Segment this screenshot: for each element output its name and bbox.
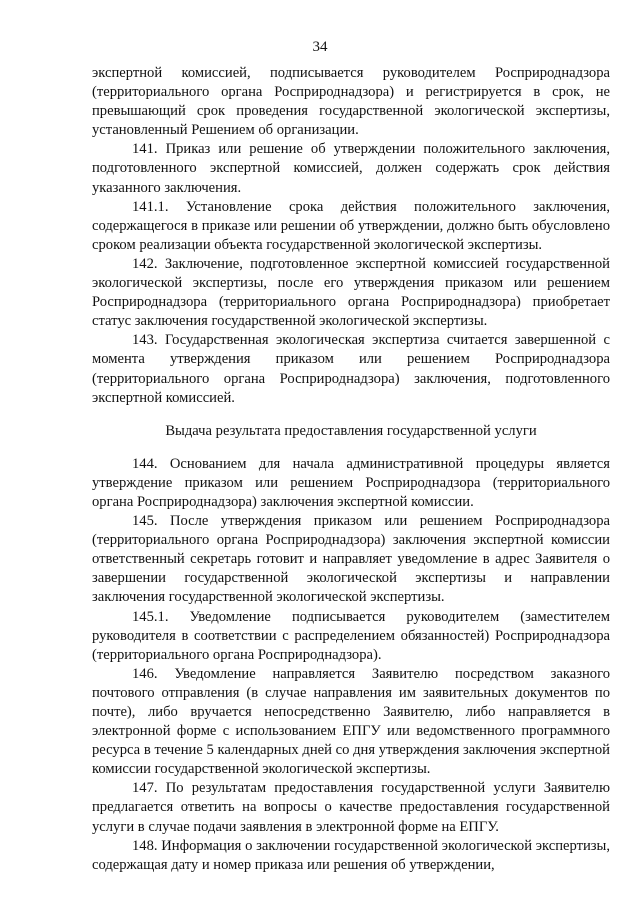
paragraph-group-top [92,64,610,408]
paragraph-148: 148. Информация о заключении государственной экологической экспертизы, содержащая дату и номер приказа или решения об утверждении, [92,837,610,873]
document-body [92,64,610,875]
paragraph-141-1: 141.1. Установление срока действия положительного заключения, содержащегося в приказе или решении об утверждении, должно быть обусловлено сроком реализации объекта государственной экологической экспертизы. [92,198,610,253]
paragraph-144: 144. Основанием для начала административной процедуры является утверждение приказом или решением Росприроднадзора (территориального органа Росприроднадзора) заключения экспертной комиссии. [92,455,610,510]
paragraph-group-bottom [92,455,610,875]
paragraph: экспертной комиссией, подписывается руководителем Росприроднадзора (территориального органа Росприроднадзора) и регистрируется в срок, не превышающий срок проведения государственной экологической экспертизы, установленный Решением об организации. [92,65,610,139]
paragraph-146: 146. Уведомление направляется Заявителю посредством заказного почтового отправления (в случае направления им заявительных документов по почте), либо вручается непосредственно Заявителю, либо направляется в электронной форме с использованием ЕПГУ или ведомственного программного ресурса в течение 5 календарных дней со дня утверждения заключения экспертной комиссии государственной экологической экспертизы. [92,665,610,778]
paragraph-145: 145. После утверждения приказом или решением Росприроднадзора (территориального органа Росприроднадзора) заключения экспертной комиссии ответственный секретарь готовит и направляет уведомление в адрес Заявителя о завершении государственной экологической экспертизы и направлении заключения государственной экологической экспертизы. [92,513,610,606]
paragraph-141: 141. Приказ или решение об утверждении положительного заключения, подготовленного экспертной комиссией, должен содержать срок действия указанного заключения. [92,141,610,196]
paragraph-147: 147. По результатам предоставления государственной услуги Заявителю предлагается ответить на вопросы о качестве предоставления государственной услуги в случае подачи заявления в электронной форме на ЕПГУ. [92,780,610,835]
paragraph-143: 143. Государственная экологическая экспертиза считается завершенной с момента утверждения приказом или решением Росприроднадзора (территориального органа Росприроднадзора) заключения, подготовленного экспертной комиссией. [92,332,610,406]
section-heading: Выдача результата предоставления государственной услуги [165,422,537,439]
page-number: 34 [312,39,328,55]
paragraph-145-1: 145.1. Уведомление подписывается руководителем (заместителем руководителя в соответствии с распределением обязанностей) Росприроднадзора (территориального органа Росприроднадзора). [92,608,610,663]
paragraph-142: 142. Заключение, подготовленное экспертной комиссией государственной экологической экспертизы, после его утверждения приказом или решением Росприроднадзора (территориального органа Росприроднадзора) приобретает статус заключения государственной экологической экспертизы. [92,255,610,330]
